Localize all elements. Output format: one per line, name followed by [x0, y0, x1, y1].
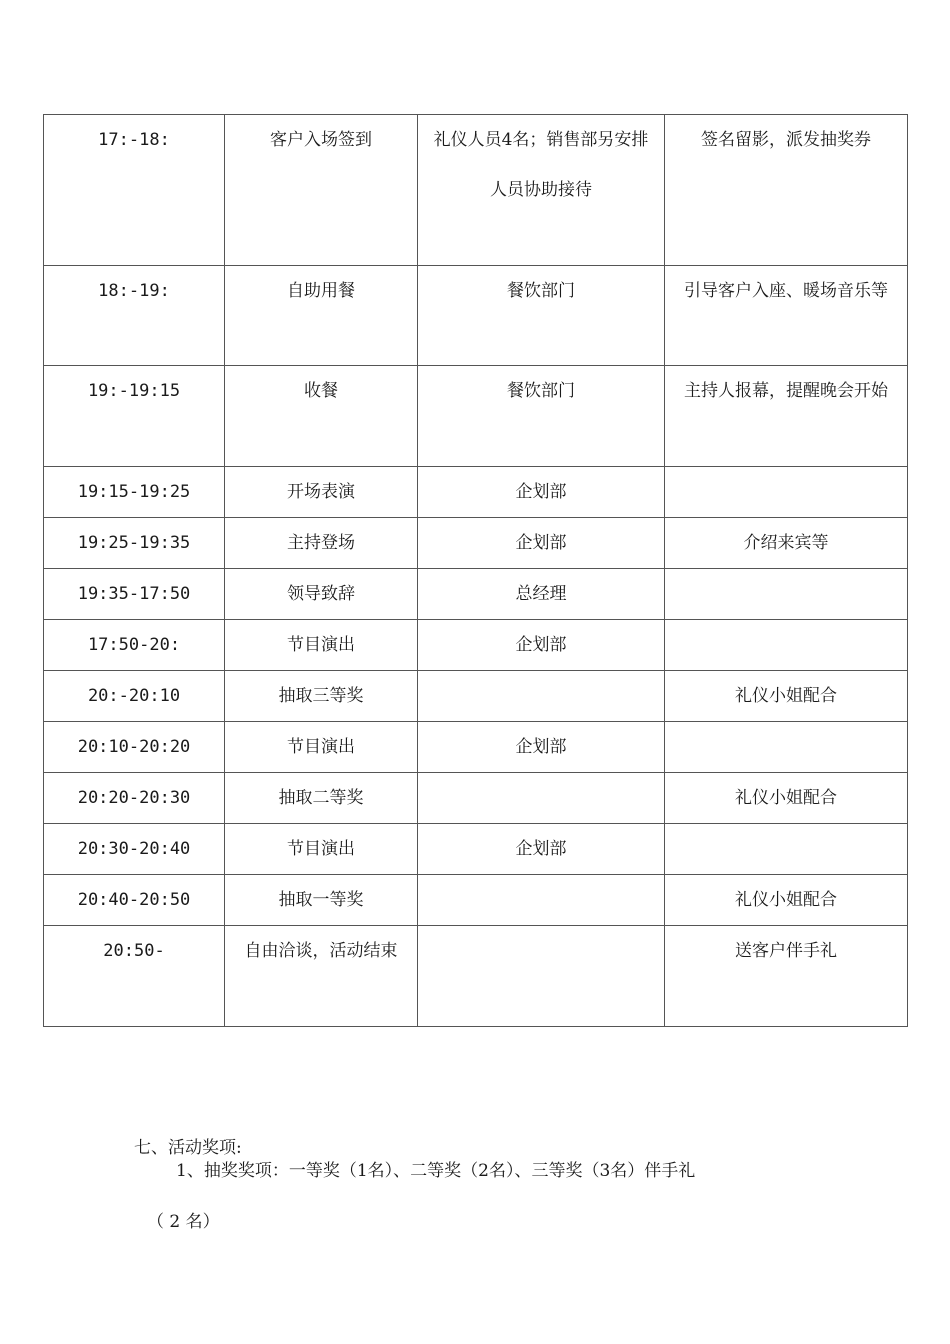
schedule-row [44, 366, 908, 467]
cell-time: 18:-19: [44, 266, 225, 366]
cell-note: 介绍来宾等 [665, 518, 908, 569]
cell-note: 签名留影，派发抽奖券 [665, 115, 908, 266]
cell-owner: 餐饮部门 [418, 266, 665, 366]
schedule-row [44, 518, 908, 569]
cell-item: 节目演出 [225, 620, 418, 671]
cell-owner: 礼仪人员4名；销售部另安排人员协助接待 [418, 115, 665, 266]
schedule-row [44, 266, 908, 366]
cell-time: 19:35-17:50 [44, 569, 225, 620]
cell-note [665, 569, 908, 620]
schedule-row [44, 620, 908, 671]
cell-item: 领导致辞 [225, 569, 418, 620]
schedule-row [44, 569, 908, 620]
cell-time: 17:50-20: [44, 620, 225, 671]
cell-item: 节目演出 [225, 722, 418, 773]
schedule-row [44, 671, 908, 722]
cell-item: 自助用餐 [225, 266, 418, 366]
schedule-row [44, 467, 908, 518]
schedule-row [44, 722, 908, 773]
cell-owner: 企划部 [418, 824, 665, 875]
cell-owner [418, 926, 665, 1027]
schedule-row [44, 926, 908, 1027]
cell-item: 抽取三等奖 [225, 671, 418, 722]
cell-time: 20:30-20:40 [44, 824, 225, 875]
cell-time: 20:10-20:20 [44, 722, 225, 773]
cell-note [665, 467, 908, 518]
cell-time: 19:25-19:35 [44, 518, 225, 569]
cell-item: 抽取一等奖 [225, 875, 418, 926]
cell-time: 19:-19:15 [44, 366, 225, 467]
cell-note: 礼仪小姐配合 [665, 875, 908, 926]
schedule-row [44, 824, 908, 875]
schedule-row [44, 875, 908, 926]
cell-note: 主持人报幕，提醒晚会开始 [665, 366, 908, 467]
cell-item: 抽取二等奖 [225, 773, 418, 824]
cell-owner: 企划部 [418, 620, 665, 671]
cell-item: 开场表演 [225, 467, 418, 518]
prize-description: 1、抽奖奖项：一等奖（1名）、二等奖（2名）、三等奖（3名）伴手礼 [176, 1161, 696, 1181]
cell-owner: 总经理 [418, 569, 665, 620]
cell-note: 礼仪小姐配合 [665, 671, 908, 722]
cell-time: 17:-18: [44, 115, 225, 266]
section-title: 七、活动奖项: [134, 1138, 242, 1158]
cell-note [665, 620, 908, 671]
schedule-body [44, 115, 908, 1027]
cell-item: 客户入场签到 [225, 115, 418, 266]
cell-owner [418, 671, 665, 722]
schedule-row [44, 115, 908, 266]
cell-note [665, 722, 908, 773]
cell-time: 20:40-20:50 [44, 875, 225, 926]
cell-note: 礼仪小姐配合 [665, 773, 908, 824]
cell-time: 19:15-19:25 [44, 467, 225, 518]
cell-note [665, 824, 908, 875]
cell-note: 送客户伴手礼 [665, 926, 908, 1027]
cell-item: 自由洽谈，活动结束 [225, 926, 418, 1027]
cell-owner [418, 875, 665, 926]
cell-time: 20:-20:10 [44, 671, 225, 722]
schedule-row [44, 773, 908, 824]
cell-item: 主持登场 [225, 518, 418, 569]
cell-note: 引导客户入座、暖场音乐等 [665, 266, 908, 366]
cell-owner: 企划部 [418, 722, 665, 773]
cell-owner: 餐饮部门 [418, 366, 665, 467]
schedule-table [43, 114, 908, 1027]
cell-time: 20:50- [44, 926, 225, 1027]
cell-item: 节目演出 [225, 824, 418, 875]
prize-description-continued: （ 2 名） [147, 1212, 220, 1232]
cell-item: 收餐 [225, 366, 418, 467]
cell-time: 20:20-20:30 [44, 773, 225, 824]
cell-owner: 企划部 [418, 467, 665, 518]
cell-owner [418, 773, 665, 824]
cell-owner: 企划部 [418, 518, 665, 569]
